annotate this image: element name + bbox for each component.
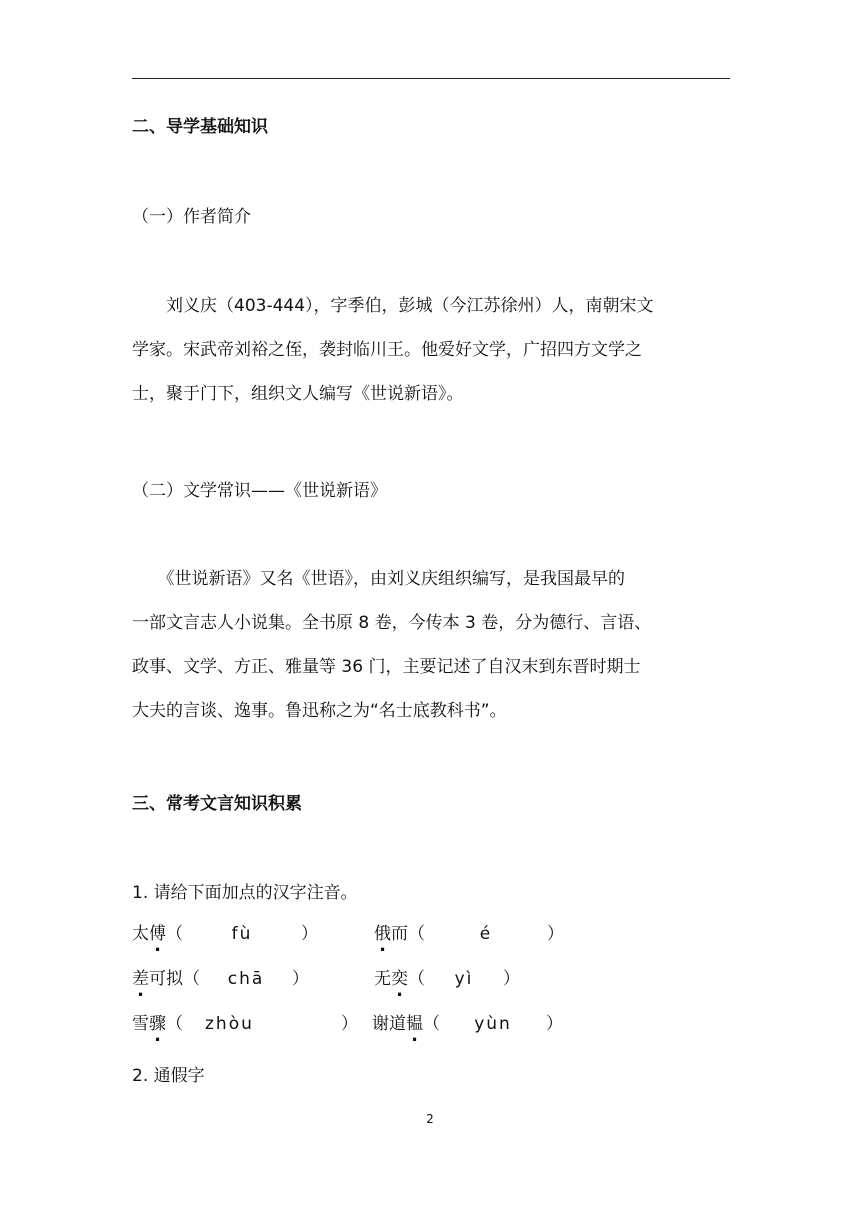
item-3-post: 可拟（ — [149, 969, 200, 989]
item-5-dotted-char: 骤 — [149, 1014, 166, 1034]
item-6-close: ） — [546, 1014, 563, 1034]
item-4-pinyin: yì — [454, 969, 474, 989]
item-5-close: ） — [341, 1014, 358, 1034]
author-line-1: 刘义庆（403-444），字季伯，彭城（今江苏徐州）人，南朝宋文 — [132, 296, 654, 316]
item-6-dotted-char: 韫 — [406, 1014, 423, 1034]
page-number: 2 — [426, 1112, 434, 1126]
pinyin-item-1 — [132, 924, 318, 944]
item-5-post: （ — [166, 1014, 183, 1034]
author-heading: （一）作者简介 — [132, 207, 251, 227]
item-1-pre: 太 — [132, 924, 149, 944]
item-4-close: ） — [503, 969, 520, 989]
literature-paragraph — [132, 557, 732, 733]
item-3-dotted-char: 差 — [132, 969, 149, 989]
literature-heading: （二）文学常识——《世说新语》 — [132, 481, 387, 501]
item-6-pre: 谢道 — [372, 1014, 406, 1034]
item-2-dotted-char: 俄 — [374, 924, 391, 944]
item-2-close: ） — [547, 924, 564, 944]
author-line-3: 士，聚于门下，组织文人编写《世说新语》。 — [132, 384, 464, 404]
item-3-close: ） — [292, 969, 309, 989]
item-2-post: 而（ — [391, 924, 425, 944]
item-1-close: ） — [301, 924, 318, 944]
item-4-dotted-char: 奕 — [391, 969, 408, 989]
item-4-pre: 无 — [374, 969, 391, 989]
item-1-dotted-char: 傅 — [149, 924, 166, 944]
literature-line-1: 《世说新语》又名《世语》，由刘义庆组织编写，是我国最早的 — [132, 569, 625, 589]
item-2-pinyin: é — [479, 924, 493, 944]
literature-line-4: 大夫的言谈、逸事。鲁迅称之为“名士底教科书”。 — [132, 701, 507, 721]
author-line-2: 学家。宋武帝刘裕之侄，袭封临川王。他爱好文学，广招四方文学之 — [132, 340, 642, 360]
section-3-heading: 三、常考文言知识积累 — [132, 794, 302, 814]
item-4-post: （ — [408, 969, 425, 989]
pinyin-item-3 — [132, 969, 309, 989]
q2-title: 2. 通假字 — [132, 1066, 205, 1086]
item-6-post: （ — [423, 1014, 440, 1034]
item-5-pinyin: zhòu — [205, 1014, 254, 1034]
header-rule — [132, 78, 730, 79]
item-5-pre: 雪 — [132, 1014, 149, 1034]
item-6-pinyin: yùn — [474, 1014, 512, 1034]
q1-title: 1. 请给下面加点的汉字注音。 — [132, 883, 358, 903]
pinyin-item-5 — [132, 1014, 358, 1034]
author-paragraph — [132, 284, 732, 416]
pinyin-item-6 — [372, 1014, 563, 1034]
item-1-post: （ — [166, 924, 183, 944]
section-2-heading: 二、导学基础知识 — [132, 117, 268, 137]
pinyin-item-4 — [374, 969, 520, 989]
item-1-pinyin: fù — [231, 924, 253, 944]
item-3-pinyin: chā — [227, 969, 265, 989]
literature-line-3: 政事、文学、方正、雅量等 36 门，主要记述了自汉末到东晋时期士 — [132, 657, 641, 677]
literature-line-2: 一部文言志人小说集。全书原 8 卷，今传本 3 卷，分为德行、言语、 — [132, 613, 652, 633]
pinyin-item-2 — [374, 924, 564, 944]
